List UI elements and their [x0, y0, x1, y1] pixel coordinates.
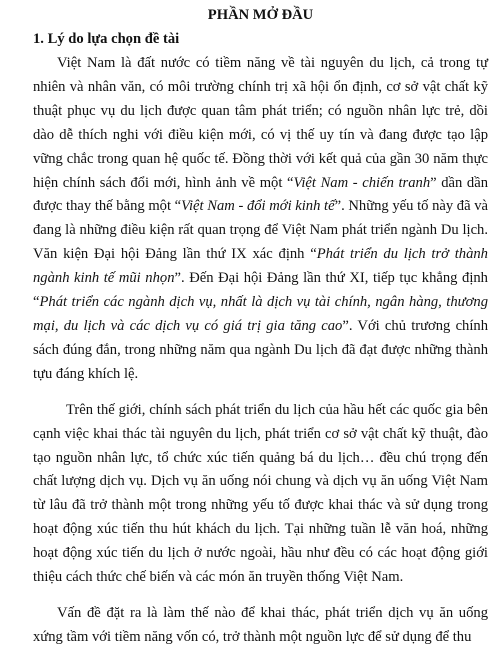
p1-text-a: Việt Nam là đất nước có tiềm năng về tài nguyên du lịch, cả trong tự nhiên và nhân văn, có môi trường chính trị xã hội ổn định, cơ sở vật chất kỹ thuật phục vụ du lịch được quan tâm phát triển; có nguồn nhân lực trẻ, dồi dào dễ thích nghi với điều kiện mới, có vị thế uy tín và đang được tạo lập vững chắc trong quan hệ quốc tế. Đồng thời với kết quả của gần 30 năm thực hiện chính sách đổi mới, hình ảnh về một “	[33, 55, 488, 191]
paragraph-1	[33, 52, 488, 387]
paragraph-2: Trên thế giới, chính sách phát triển du lịch của hầu hết các quốc gia bên cạnh việc khai thác tài nguyên du lịch, phát triển cơ sở vật chất kỹ thuật, đào tạo nguồn nhân lực, tổ chức xúc tiến quảng bá du lịch… đều chú trọng đến chất lượng dịch vụ. Dịch vụ ăn uống nói chung và dịch vụ ăn uống Việt Nam từ lâu đã trở thành một trong những yếu tố được khai thác và sử dụng trong hoạt động xúc tiến thu hút khách du lịch. Tại những tuần lễ văn hoá, những hoạt động xúc tiến du lịch ở nước ngoài, hầu như đều có các hoạt động giới thiệu cách thức chế biến và các món ăn truyền thống Việt Nam.	[33, 401, 488, 586]
document-title: PHẦN MỞ ĐẦU	[207, 7, 314, 23]
p1-italic-b: Việt Nam - đổi mới kinh tế	[181, 198, 335, 215]
section-heading: 1. Lý do lựa chọn đề tài	[33, 31, 180, 47]
p1-italic-a: Việt Nam - chiến tranh	[293, 174, 431, 191]
p1-text-d: ”. Đến Đại hội Đảng lần thứ XI, tiếp tục khẳng định “	[33, 270, 488, 311]
paragraph-3: Vấn đề đặt ra là làm thế nào để khai thác, phát triển dịch vụ ăn uống xứng tầm với tiềm năng vốn có, trở thành một nguồn lực để sử dụng để thu	[33, 604, 488, 645]
p1-italic-d: Phát triển các ngành dịch vụ, nhất là dịch vụ tài chính, ngân hàng, thương mại, du lịch và các dịch vụ có giá trị gia tăng cao	[33, 294, 488, 334]
p1-text-c: ”. Những yếu tố này đã và đang là những điều kiện rất quan trọng để Việt Nam phát triển ngành Du lịch. Văn kiện Đại hội Đảng lần thứ IX xác định “	[33, 198, 488, 263]
document-page	[33, 0, 488, 650]
p1-text-e: ”. Với chủ trương chính sách đúng đắn, trong những năm qua ngành Du lịch đã đạt được những thành tựu đáng khích lệ.	[33, 317, 488, 382]
p1-italic-c: Phát triển du lịch trở thành ngành kinh tế mũi nhọn	[33, 246, 488, 287]
p1-text-b: ” dần dần được thay thế bằng một “	[33, 174, 489, 215]
